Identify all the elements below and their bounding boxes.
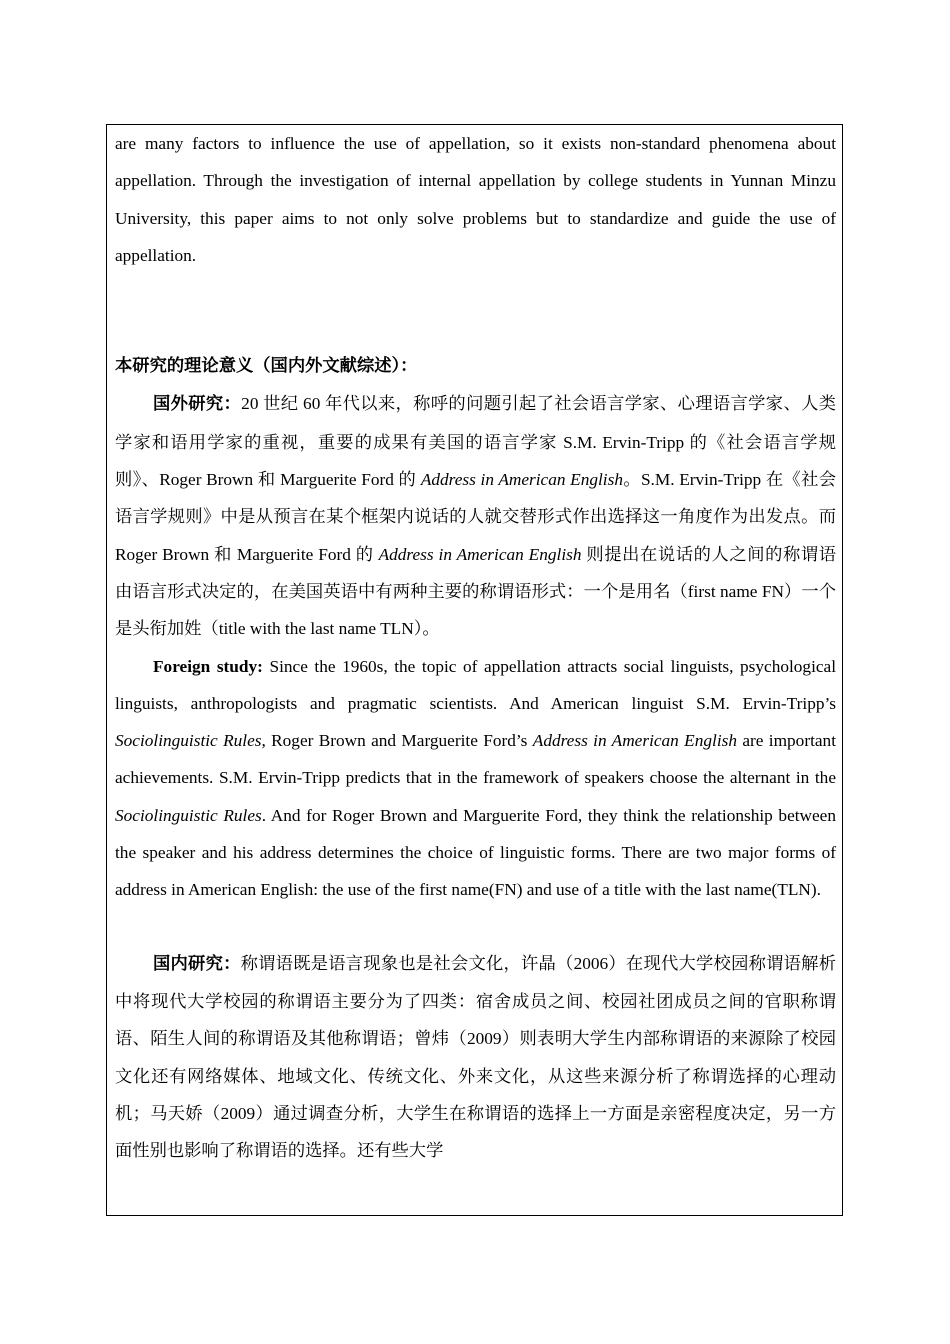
domestic-study-zh-lead: 国内研究： [153,953,241,974]
domestic-study-zh-paragraph [115,945,836,1170]
foreign-study-zh-text-2: 。S.M. Ervin-Tripp 在《社会语言学规则》中是从预言在某个框架内说话的人就交替形式作出选择这一角度作为出发点。而 Roger Brown 和 Marguerite Ford 的 [115,470,836,564]
foreign-study-en-text-2: , Roger Brown and Marguerite Ford’s [261,731,533,751]
cell-content [115,125,836,1169]
foreign-study-en-text-1: Since the 1960s, the topic of appellation attracts social linguists, psychological linguists, anthropologists and pragmatic scientists. And American linguist S.M. Ervin-Tripp’s [115,656,837,713]
intro-paragraph: are many factors to influence the use of appellation, so it exists non-standard phenomena about appellation. Through the investigation of internal appellation by college students in Yunnan Minzu University, this paper aims to not only solve problems but to standardize and guide the use of appellation. [115,134,836,265]
foreign-study-zh-title-2: Address in American English [378,544,582,564]
foreign-study-zh-text-1: 20 世纪 60 年代以来，称呼的问题引起了社会语言学家、心理语言学家、人类学家和语用学家的重视，重要的成果有美国的语言学家 S.M. Ervin-Tripp 的《社会语言学规则》、Roger Brown 和 Marguerite Ford 的 [115,394,836,490]
foreign-study-en-title-1: Sociolinguistic Rules [115,731,262,751]
foreign-study-zh-text-3: 则提出在说话的人之间的称谓语由语言形式决定的，在美国英语中有两种主要的称谓语形式：一个是用名（first name FN）一个是头衔加姓（title with the last name TLN）。 [115,544,836,639]
spacer [115,274,836,348]
foreign-study-zh-paragraph [115,385,836,647]
spacer [115,909,836,945]
document-table-cell [106,124,843,1216]
section-heading: 本研究的理论意义（国内外文献综述）： [115,356,418,377]
foreign-study-en-title-2: Address in American English [532,731,737,751]
foreign-study-en-lead: Foreign study: [153,656,263,676]
domestic-study-zh-text: 称谓语既是语言现象也是社会文化，许晶（2006）在现代大学校园称谓语解析中将现代大学校园的称谓语主要分为了四类：宿舍成员之间、校园社团成员之间的官职称谓语、陌生人间的称谓语及其他称谓语；曾炜（2009）则表明大学生内部称谓语的来源除了校园文化还有网络媒体、地域文化、传统文化、外来文化，从这些来源分析了称谓选择的心理动机；马天娇（2009）通过调查分析，大学生在称谓语的选择上一方面是亲密程度决定，另一方面性别也影响了称谓语的选择。还有些大学 [115,953,836,1161]
foreign-study-en-text-3: are important achievements. S.M. Ervin-Tripp predicts that in the framework of speakers choose the alternant in the [115,731,836,788]
foreign-study-en-title-3: Sociolinguistic Rules [115,805,262,825]
foreign-study-zh-title-1: Address in American English [420,470,623,490]
foreign-study-en-paragraph [115,648,836,909]
foreign-study-zh-lead: 国外研究： [153,394,242,415]
foreign-study-en-text-4: . And for Roger Brown and Marguerite Ford, they think the relationship between the speaker and his address determines the choice of linguistic forms. There are two major forms of address in American English: the use of the first name(FN) and use of a title with the last name(TLN). [115,805,836,900]
